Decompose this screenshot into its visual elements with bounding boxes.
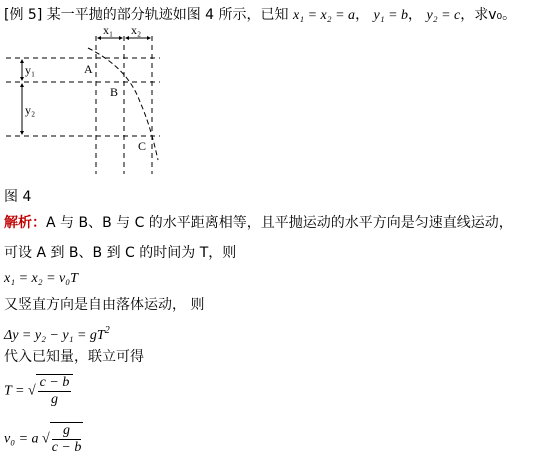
label-x2: x₂ [131,24,142,37]
figure-caption: 图 4 [4,189,32,205]
equation-4: v₀ = a √ $\frac{g}{c - b}$ [4,423,82,456]
equation-3-denominator: g [51,392,58,408]
label-x1: x₁ [103,24,114,37]
solution-text-1: A 与 B、B 与 C 的水平距离相等，且平抛运动的水平方向是匀速直线运动， [46,215,513,231]
equation-1: x₁ = x₂ = v₀T [4,271,78,286]
equation-3-numerator: c − b [39,375,70,391]
equation-4-left: v₀ = a [4,431,39,447]
problem-statement: [例 5] 某一平抛的部分轨迹如图 4 所示，已知 x₁ = x₂ = a， y₁ = b， y₂ = c，求v₀。 [4,7,517,23]
equation-4-denominator: c − b [51,440,82,456]
solution-line-4: 代入已知量，联立可得 [4,349,144,365]
label-point-a: A [84,62,93,76]
solution-line-2: 可设 A 到 B、B 到 C 的时间为 T，则 [4,245,237,261]
equation-2-body: Δy = y₂ − y₁ = gT [4,328,105,343]
equation-3: T = √ $\frac{c - b}{g}$ [4,374,73,409]
problem-ask: ，求v₀。 [460,7,517,23]
condition-x: x₁ = x₂ = a [293,8,356,23]
problem-tag: [例 5] [4,7,43,23]
equation-4-numerator: g [52,423,82,440]
solution-line-3: 又竖直方向是自由落体运动， 则 [4,297,205,313]
label-y2: y₂ [25,103,36,117]
equation-2-exponent: 2 [104,325,110,336]
trajectory-figure [0,24,200,184]
label-y1: y₁ [25,63,36,77]
label-point-c: C [138,139,147,153]
label-point-b: B [110,85,119,99]
equation-3-left: T = [4,383,25,399]
condition-y1: y₁ = b [373,8,409,23]
condition-y2: y₂ = c [426,8,461,23]
solution-line-1 [4,214,513,232]
equation-2 [4,322,110,345]
solution-heading: 解析： [4,215,46,231]
problem-text: 某一平抛的部分轨迹如图 4 所示，已知 [46,7,289,23]
